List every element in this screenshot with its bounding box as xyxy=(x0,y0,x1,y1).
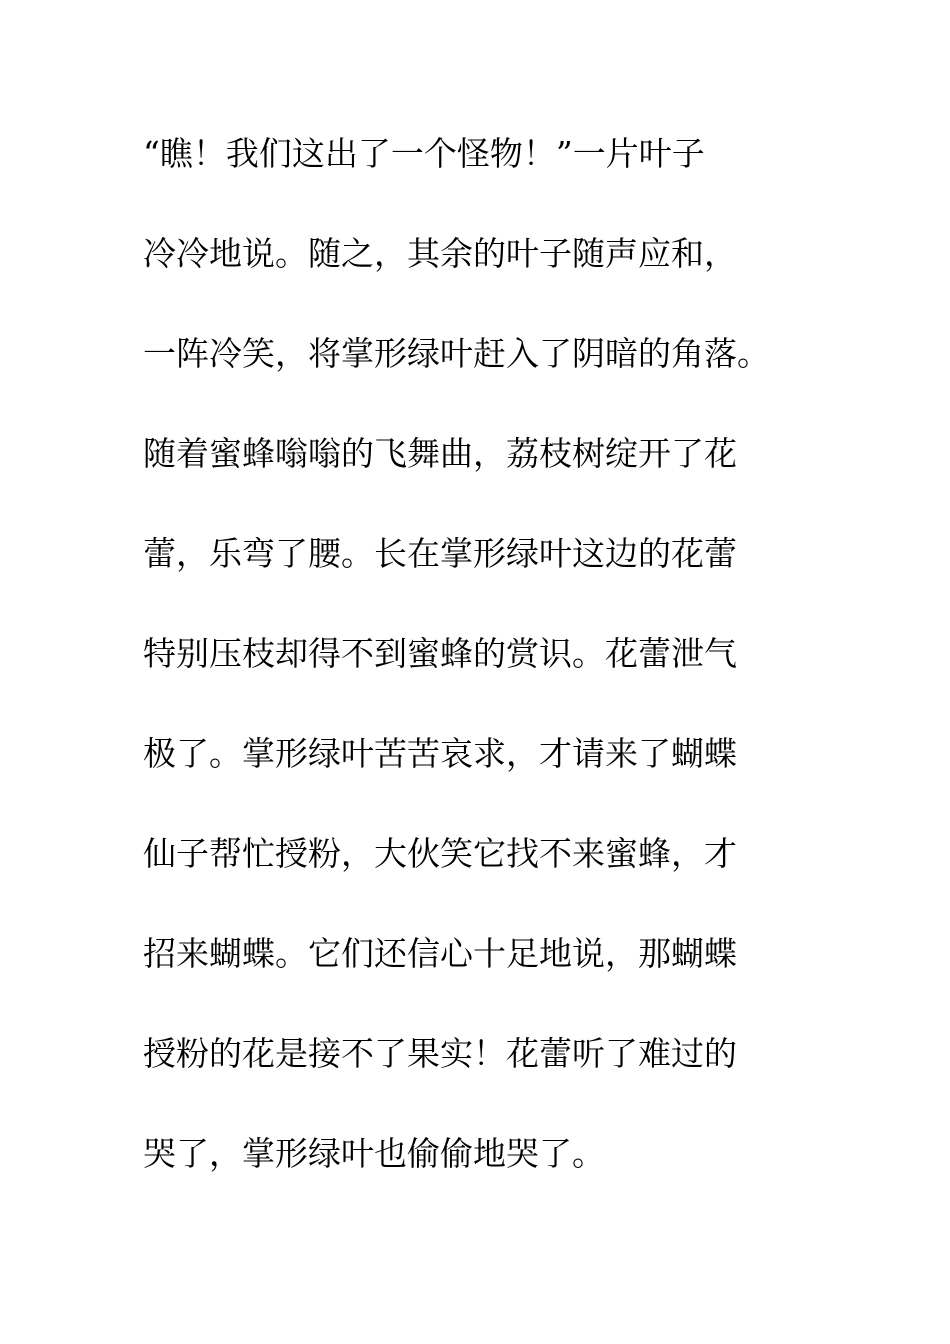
text-line-1: “瞧！我们这出了一个怪物！”一片叶子 xyxy=(143,134,705,173)
text-line-8: 仙子帮忙授粉，大伙笑它找不来蜜蜂，才 xyxy=(143,834,737,873)
text-line-11: 哭了，掌形绿叶也偷偷地哭了。 xyxy=(143,1134,605,1173)
text-line-10: 授粉的花是接不了果实！花蕾听了难过的 xyxy=(143,1034,737,1073)
text-line-3: 一阵冷笑，将掌形绿叶赶入了阴暗的角落。 xyxy=(143,334,770,373)
text-line-5: 蕾，乐弯了腰。长在掌形绿叶这边的花蕾 xyxy=(143,534,737,573)
text-line-4: 随着蜜蜂嗡嗡的飞舞曲，荔枝树绽开了花 xyxy=(143,434,737,473)
text-line-2: 冷冷地说。随之，其余的叶子随声应和， xyxy=(143,234,737,273)
text-line-6: 特别压枝却得不到蜜蜂的赏识。花蕾泄气 xyxy=(143,634,737,673)
text-line-9: 招来蝴蝶。它们还信心十足地说，那蝴蝶 xyxy=(143,934,737,973)
text-line-7: 极了。掌形绿叶苦苦哀求，才请来了蝴蝶 xyxy=(143,734,737,773)
story-paragraph xyxy=(143,124,823,1224)
